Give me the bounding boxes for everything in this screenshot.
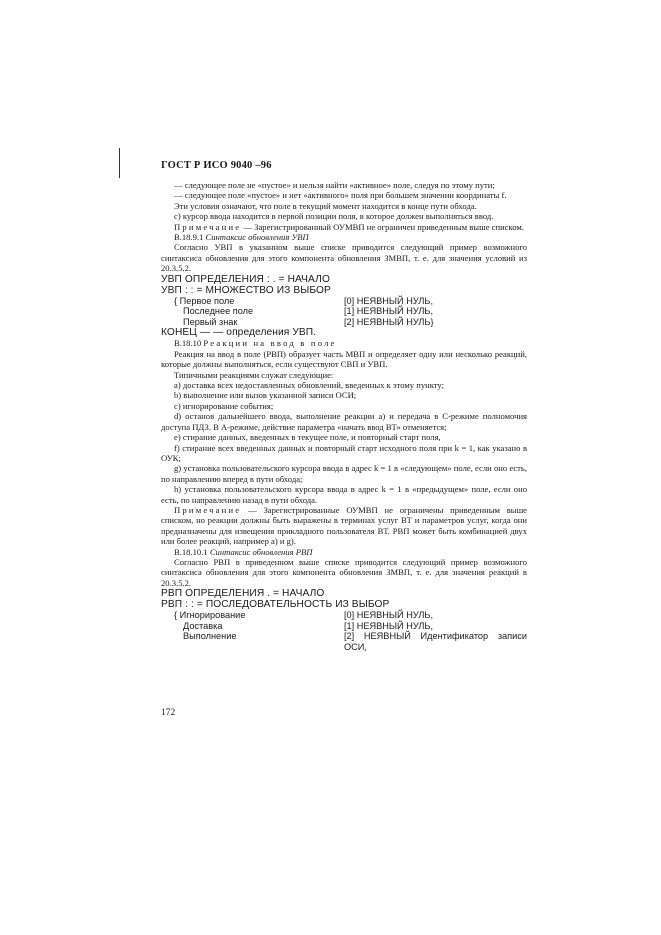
- syntax-row: [161, 631, 527, 652]
- syntax-name: Выполнение: [183, 631, 237, 642]
- page-number: 172: [161, 708, 176, 718]
- list-item: f) стирание всех введенных данных и повторный старт исходного поля при k = 1, как указано в ОУК;: [161, 442, 527, 463]
- section-title: Реакции на ввод в поле: [203, 338, 337, 349]
- section-heading: [161, 547, 527, 557]
- syntax-line: УВП ОПРЕДЕЛЕНИЯ : . = НАЧАЛО: [161, 273, 330, 285]
- section-heading: [161, 338, 527, 348]
- syntax-name: Доставка: [183, 620, 223, 631]
- paragraph: — следующее поле не «пустое» и нельзя найти «активное» поле, следуя по этому пути;: [174, 180, 495, 190]
- syntax-name: Последнее поле: [183, 306, 254, 317]
- syntax-line: РВП : : = ПОСЛЕДОВАТЕЛЬНОСТЬ ИЗ ВЫБОР: [161, 599, 390, 611]
- page-header: ГОСТ Р ИСО 9040 –96: [161, 160, 272, 171]
- syntax-row: [161, 610, 527, 621]
- section-heading: [161, 232, 527, 242]
- syntax-value: [0] НЕЯВНЫЙ НУЛЬ,: [344, 610, 433, 621]
- paragraph: Реакция на ввод в поле (РВП) образует часть МВП и определяет одну или несколько реакций, которые должны выполняться, если существуют СВП и УВП.: [161, 348, 527, 370]
- syntax-row: [161, 317, 527, 328]
- list-item: g) установка пользовательского курсора ввода в адрес k = 1 в «следующем» поле, если оно есть, по направлению вперед в пути обхода;: [161, 463, 527, 484]
- syntax-name: Первый знак: [183, 316, 238, 327]
- note-label: Примечание: [174, 504, 242, 515]
- syntax-value: [2] НЕЯВНЫЙ Идентификатор записи ОСИ,: [344, 631, 527, 652]
- paragraph: Эти условия означают, что поле в текущий момент находится в конце пути обхода.: [174, 200, 477, 211]
- note-text: — Зарегистрированные ОУМВП не ограничены приведенным выше списком, но реакции должны быть выражены в терминах услуг ВТ и параметров услуг, когда они предназначены для извещения прикладного пользователя ВТ. РВП может быть комбинацией двух или более реакций, например а) и g).: [161, 504, 527, 547]
- syntax-name: { Игнорирование: [174, 610, 246, 621]
- paragraph: Согласно РВП в приведенном выше списке приводится следующий пример возможного синтаксиса обновления для этого компонента обновления ЗМВП, т. е. для значения реакций в 20.3.5.2.: [161, 556, 527, 588]
- note-text: — Зарегистрированный ОУМВП не ограничен приведенным выше списком.: [241, 221, 524, 232]
- note-label: Примечание: [174, 221, 242, 232]
- syntax-value: [1] НЕЯВНЫЙ НУЛЬ,: [344, 306, 433, 317]
- syntax-value: [2] НЕЯВНЫЙ НУЛЬ}: [344, 316, 434, 327]
- syntax-line: РВП ОПРЕДЕЛЕНИЯ . = НАЧАЛО: [161, 588, 325, 600]
- list-item: с) игнорирование события;: [174, 400, 274, 411]
- paragraph: Типичными реакциями служат следующие:: [174, 369, 334, 380]
- paragraph: с) курсор ввода находится в первой позиции поля, в которое должен выполняться ввод.: [174, 211, 494, 222]
- syntax-value: [0] НЕЯВНЫЙ НУЛЬ,: [344, 295, 433, 306]
- section-title: Синтаксис обновления УВП: [205, 232, 309, 243]
- paragraph: Согласно УВП в указанном выше списке приводится следующий пример возможного синтаксиса обновления для этого компонента обновления ЗМВП, т. е. для значения условий из 20.3.5.2.: [161, 242, 527, 274]
- syntax-line: КОНЕЦ — — определения УВП.: [161, 327, 317, 339]
- syntax-name: { Первое поле: [174, 295, 235, 306]
- note: [161, 505, 527, 547]
- list-item: d) останов дальнейшего ввода, выполнение реакции а) и передача в С-режиме полномочия доступа ПДЗ. В А-режиме, действие параметра «начать ввод ВТ» отменяется;: [161, 411, 527, 432]
- syntax-line: УВП : : = МНОЖЕСТВО ИЗ ВЫБОР: [161, 284, 331, 296]
- section-number: В.18.9.1: [174, 232, 206, 243]
- body-text: [161, 180, 527, 653]
- syntax-value: [1] НЕЯВНЫЙ НУЛЬ,: [344, 620, 433, 631]
- section-title: Синтаксис обновления РВП: [209, 546, 313, 557]
- section-number: В.18.10.1: [174, 546, 210, 557]
- syntax-row: [161, 621, 527, 632]
- list-item: h) установка пользовательского курсора ввода в адрес k = 1 в «предыдущем» поле, если оно есть, по направлению назад в пути обхода.: [161, 484, 527, 505]
- note: [161, 222, 527, 232]
- list-item: е) стирание данных, введенных в текущее поле, и повторный старт поля,: [174, 432, 441, 443]
- margin-mark: [119, 148, 120, 178]
- paragraph: — следующее поле «пустое» и нет «активного» поля при большем значении координаты f.: [174, 190, 507, 201]
- list-item: b) выполнение или вызов указанной записи ОСИ;: [174, 390, 357, 401]
- syntax-row: [161, 296, 527, 307]
- syntax-row: [161, 306, 527, 317]
- section-number: В.18.10: [174, 338, 204, 349]
- list-item: а) доставка всех недоставленных обновлений, введенных к этому пункту;: [174, 380, 444, 391]
